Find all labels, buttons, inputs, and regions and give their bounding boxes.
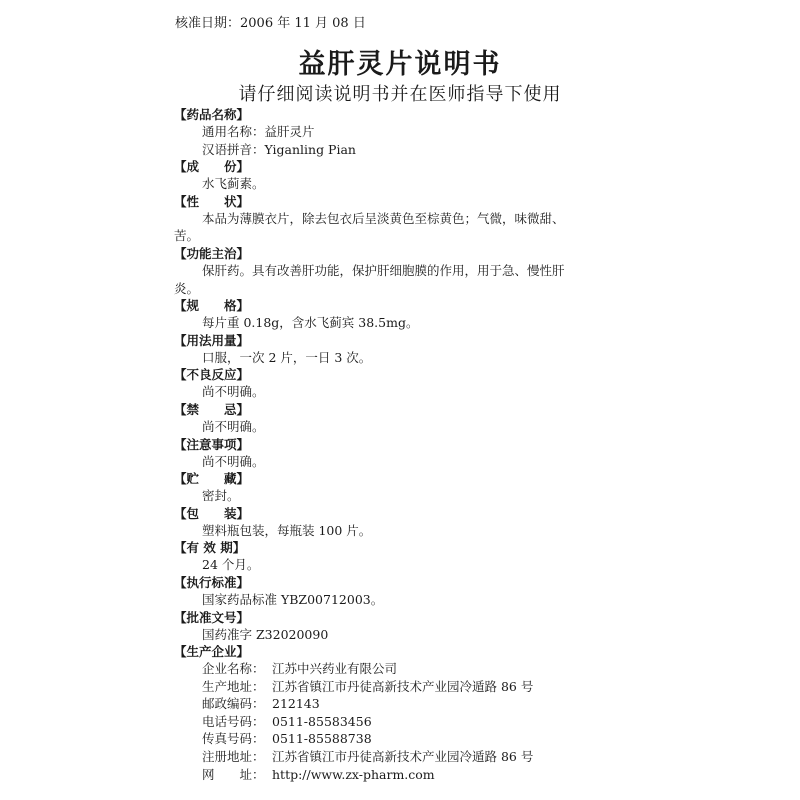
manufacturer-row xyxy=(174,713,634,731)
section-line: 密封。 xyxy=(202,488,240,504)
manufacturer-row xyxy=(174,660,634,678)
section-contraindications xyxy=(174,401,634,436)
row-value: 江苏中兴药业有限公司 xyxy=(272,661,398,677)
row-value: 0511-85583456 xyxy=(272,713,372,729)
document-title: 益肝灵片说明书 xyxy=(298,49,502,80)
section-line-continuation: 炎。 xyxy=(174,280,200,296)
section-storage xyxy=(174,470,634,505)
section-heading: 【药品名称】 xyxy=(174,107,250,122)
section-line: 尚不明确。 xyxy=(202,384,265,400)
manufacturer-row xyxy=(174,766,634,784)
section-line: 口服，一次 2 片，一日 3 次。 xyxy=(202,349,372,365)
section-heading: 【贮 藏】 xyxy=(174,471,250,487)
section-indications xyxy=(174,245,634,297)
section-specification xyxy=(174,297,634,332)
section-drug-name xyxy=(174,106,634,158)
row-value: 江苏省镇江市丹徒高新技术产业园冷遁路 86 号 xyxy=(272,678,534,694)
document-subtitle: 请仔细阅读说明书并在医师指导下使用 xyxy=(238,84,562,105)
section-line: 通用名称：益肝灵片 xyxy=(202,124,315,139)
website-link: http://www.zx-pharm.com xyxy=(272,766,435,782)
section-line: 国药准字 Z32020090 xyxy=(202,626,329,642)
section-heading: 【执行标准】 xyxy=(174,574,250,590)
row-label: 传真号码： xyxy=(202,731,265,747)
section-dosage xyxy=(174,332,634,367)
section-shelf-life xyxy=(174,539,634,574)
manufacturer-row xyxy=(174,730,634,748)
section-heading: 【有 效 期】 xyxy=(174,540,246,556)
section-adverse-reactions xyxy=(174,366,634,401)
section-heading: 【注意事项】 xyxy=(174,436,250,452)
section-approval-number xyxy=(174,609,634,644)
row-value: 江苏省镇江市丹徒高新技术产业园冷遁路 86 号 xyxy=(272,749,534,765)
section-heading: 【性 状】 xyxy=(174,193,250,209)
section-line: 尚不明确。 xyxy=(202,418,265,434)
row-label: 电话号码： xyxy=(202,713,265,729)
section-description xyxy=(174,193,634,245)
manufacturer-row xyxy=(174,678,634,696)
section-heading: 【批准文号】 xyxy=(174,609,250,625)
section-heading: 【规 格】 xyxy=(174,298,250,314)
section-heading: 【包 装】 xyxy=(174,505,250,521)
row-label: 网 址： xyxy=(202,766,265,782)
section-heading: 【功能主治】 xyxy=(174,245,250,261)
section-line: 24 个月。 xyxy=(202,557,260,573)
section-manufacturer xyxy=(174,643,634,783)
approval-date: 核准日期：2006 年 11 月 08 日 xyxy=(175,16,366,31)
section-ingredients xyxy=(174,158,634,193)
row-label: 注册地址： xyxy=(202,749,265,765)
section-heading: 【成 份】 xyxy=(174,159,250,175)
row-label: 企业名称： xyxy=(202,661,265,677)
section-standard xyxy=(174,574,634,609)
section-heading: 【用法用量】 xyxy=(174,332,250,348)
section-packaging xyxy=(174,505,634,540)
row-value: 212143 xyxy=(272,696,320,712)
section-line: 本品为薄膜衣片，除去包衣后呈淡黄色至棕黄色；气微，味微甜、 xyxy=(202,210,565,226)
section-line: 每片重 0.18g，含水飞蓟宾 38.5mg。 xyxy=(202,315,419,331)
manufacturer-row xyxy=(174,695,634,713)
section-line: 保肝药。具有改善肝功能，保护肝细胞膜的作用，用于急、慢性肝 xyxy=(202,262,565,278)
section-heading: 【生产企业】 xyxy=(174,644,250,660)
section-line: 塑料瓶包装，每瓶装 100 片。 xyxy=(202,522,372,538)
row-label: 生产地址： xyxy=(202,678,265,694)
row-label: 邮政编码： xyxy=(202,696,265,712)
row-value: 0511-85588738 xyxy=(272,731,372,747)
section-precautions xyxy=(174,436,634,471)
section-line: 尚不明确。 xyxy=(202,453,265,469)
section-heading: 【不良反应】 xyxy=(174,367,250,383)
section-heading: 【禁 忌】 xyxy=(174,401,250,417)
manufacturer-row xyxy=(174,748,634,766)
section-line-continuation: 苦。 xyxy=(174,228,200,244)
sections xyxy=(174,106,634,783)
section-line: 国家药品标准 YBZ00712003。 xyxy=(202,591,384,607)
section-line: 汉语拼音：Yiganling Pian xyxy=(202,141,356,157)
section-line: 水飞蓟素。 xyxy=(202,176,265,192)
